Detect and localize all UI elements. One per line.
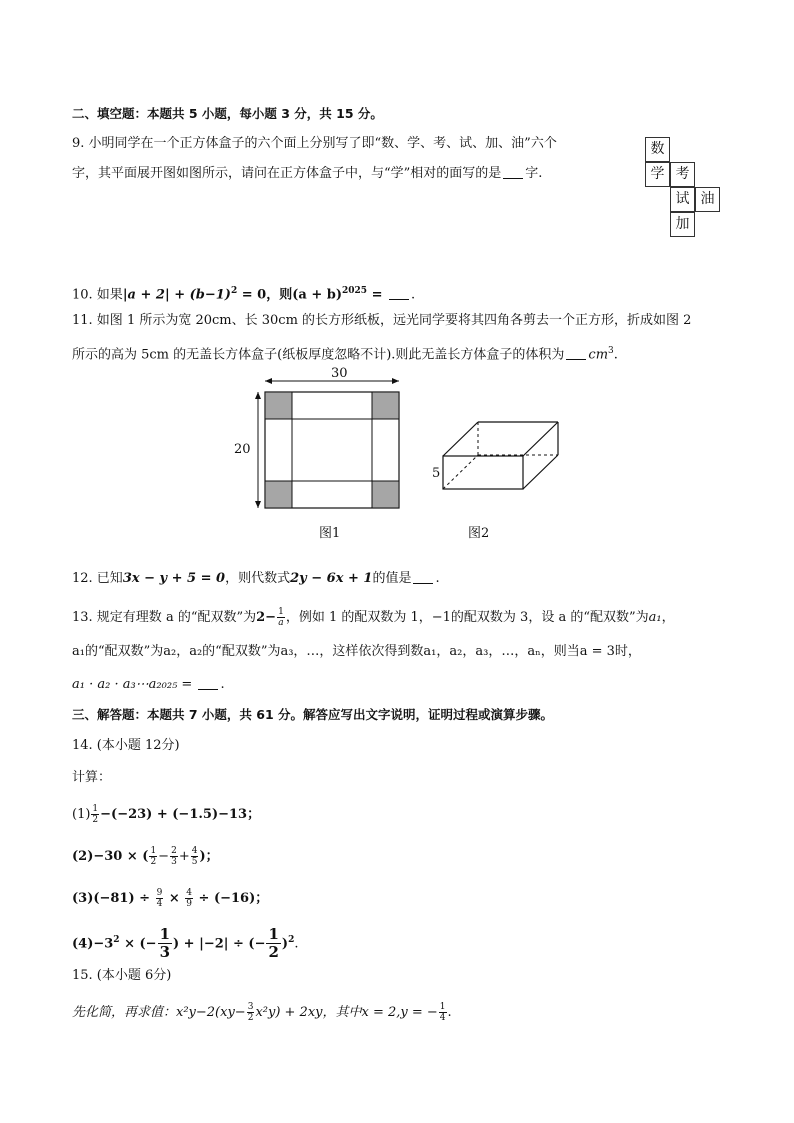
net-cell-shu: 数 — [645, 137, 670, 162]
q10-exp: 2 — [230, 286, 238, 296]
plus-sign: + — [178, 849, 190, 864]
fraction-denominator: 2 — [92, 815, 99, 825]
fraction-numerator: 1 — [268, 925, 279, 944]
answer-blank — [198, 675, 218, 690]
section3-heading: 三、解答题：本题共 7 小题，共 61 分。解答应写出文字说明，证明过程或演算步骤。 — [72, 707, 554, 722]
fraction-denominator: 3 — [159, 943, 170, 962]
q13-end: . — [220, 677, 225, 692]
exponent: 2 — [288, 935, 295, 945]
q13-comma: ， — [661, 610, 675, 625]
fraction — [185, 888, 193, 909]
fraction-denominator: a — [278, 618, 284, 628]
fraction — [170, 846, 178, 867]
times-sign: × — [164, 891, 185, 906]
corner-square-bl — [265, 481, 292, 508]
part4-expr-a: (4)−3 — [72, 936, 114, 952]
answer-blank — [389, 285, 409, 300]
q13-product: a₁ · a₂ · a₃⋯a₂₀₂₅ = — [72, 677, 197, 692]
q11-unit: cm — [588, 347, 609, 363]
q14-intro: 计算： — [72, 770, 112, 785]
fraction-denominator: 2 — [268, 943, 279, 962]
part4-end: . — [294, 936, 299, 952]
fraction-denominator: 2 — [150, 857, 157, 867]
arrow-right-icon — [392, 378, 399, 384]
fraction-denominator: 5 — [191, 857, 198, 867]
answer-blank — [503, 164, 523, 179]
q13-text: 13. 规定有理数 a 的“配双数”为 — [72, 610, 257, 625]
q12-expression: 2y − 6x + 1 — [290, 571, 373, 586]
q15-expr-a: 先化简，再求值：x²y−2(xy− — [72, 1005, 246, 1020]
fraction-numerator: 1 — [150, 846, 157, 856]
hidden-edge — [443, 455, 478, 489]
fraction — [156, 888, 164, 909]
q13-fraction — [277, 607, 285, 628]
box-edge — [523, 422, 558, 456]
answer-blank — [566, 345, 586, 360]
fraction-numerator: 1 — [92, 804, 99, 814]
q10-eq: = 0，则(a + b) — [237, 287, 342, 303]
q13-text2: ，例如 1 的配双数为 1，−1的配双数为 3，设 a 的“配双数”为 — [285, 610, 649, 625]
q15-end: . — [447, 1005, 452, 1020]
q11-unit-exp: 3 — [608, 346, 614, 356]
fraction-numerator: 1 — [159, 925, 170, 944]
q14-part1 — [72, 804, 260, 825]
box-front-face — [443, 456, 523, 489]
q13-two: 2− — [256, 610, 277, 625]
net-cell-jia: 加 — [670, 212, 695, 237]
q14-part2 — [72, 846, 219, 867]
q11-line2 — [72, 341, 618, 365]
q11-end: . — [613, 347, 618, 363]
q11-text: 所示的高为 5cm 的无盖长方体盒子(纸板厚度忽略不计).则此无盖长方体盒子的体积为 — [72, 347, 565, 363]
fraction — [191, 846, 199, 867]
net-cell-xue: 学 — [645, 162, 670, 187]
q12-prefix: 12. 已知 — [72, 571, 123, 586]
fraction-numerator: 1 — [278, 607, 284, 617]
fraction — [91, 804, 99, 825]
part1-expr: −(−23) + (−1.5)−13； — [100, 807, 261, 822]
answer-blank — [413, 569, 433, 584]
box-edge — [523, 455, 558, 489]
section2-heading: 二、填空题：本题共 5 小题，每小题 3 分，共 15 分。 — [72, 106, 383, 121]
figure2-diagram — [438, 418, 563, 498]
q14-part3 — [72, 888, 268, 909]
net-cell-kao: 考 — [670, 162, 695, 187]
large-fraction — [158, 926, 172, 961]
part4-expr-d: ) — [281, 936, 289, 952]
q14-title: 14. (本小题 12分) — [72, 738, 180, 753]
q14-part4 — [72, 926, 298, 961]
fraction — [247, 1002, 255, 1023]
q10-expr: |a + 2| + (b−1) — [122, 287, 231, 303]
fig1-width-label: 30 — [331, 366, 348, 381]
corner-square-tl — [265, 392, 292, 419]
exponent: 2 — [113, 935, 120, 945]
q15-title: 15. (本小题 6分) — [72, 968, 172, 983]
part3-expr-b: ÷ (−16)； — [194, 891, 269, 906]
arrow-up-icon — [255, 392, 261, 399]
q12-equation: 3x − y + 5 = 0 — [122, 571, 226, 586]
q15-line — [72, 1002, 452, 1023]
fraction-denominator: 9 — [186, 899, 192, 909]
q10-tail: = — [367, 287, 387, 303]
q13-a1: a₁ — [648, 610, 662, 625]
q13-line1 — [72, 607, 675, 628]
arrow-left-icon — [265, 378, 272, 384]
fraction-denominator: 4 — [439, 1013, 446, 1023]
part2-expr-a: (2)−30 × ( — [72, 849, 149, 864]
net-cell-shi: 试 — [670, 187, 695, 212]
fraction-denominator: 4 — [156, 899, 163, 909]
fig2-height-label: 5 — [432, 466, 441, 481]
q9-line2 — [72, 164, 542, 184]
q12-mid: ，则代数式 — [225, 571, 291, 586]
corner-square-tr — [372, 392, 399, 419]
q12-line — [72, 569, 440, 589]
figure1-diagram — [250, 368, 410, 518]
part-label: (1) — [72, 807, 91, 822]
q9-text-end: 字. — [525, 166, 543, 181]
arrow-down-icon — [255, 501, 261, 508]
fraction-numerator: 4 — [191, 846, 198, 856]
q13-line2: a₁的“配双数”为a₂，a₂的“配双数”为a₃，…，这样依次得到数a₁，a₂，a₃，…，aₙ，则当a = 3时， — [72, 644, 641, 659]
q10-prefix: 10. 如果 — [72, 287, 123, 303]
q9-text: 字，其平面展开图如图所示，请问在正方体盒子中，与“学”相对的面写的是 — [72, 166, 502, 181]
fraction-denominator: 2 — [247, 1013, 254, 1023]
q11-line1: 11. 如图 1 所示为宽 20cm、长 30cm 的长方形纸板，远光同学要将其四角各剪去一个正方形，折成如图 2 — [72, 313, 692, 328]
part3-expr-a: (3)(−81) ÷ — [72, 891, 155, 906]
fraction-numerator: 2 — [171, 846, 177, 856]
fraction-numerator: 9 — [156, 888, 163, 898]
part2-expr-b: )； — [199, 849, 219, 864]
q10-end: . — [411, 287, 416, 303]
fraction — [149, 846, 157, 867]
box-edge — [443, 422, 478, 456]
fig1-caption: 图1 — [319, 526, 341, 541]
fraction-numerator: 4 — [186, 888, 192, 898]
corner-square-br — [372, 481, 399, 508]
part4-expr-c: ) + |−2| ÷ (− — [173, 936, 266, 952]
fraction-numerator: 3 — [247, 1002, 254, 1012]
fig2-caption: 图2 — [468, 526, 490, 541]
part4-expr-b: × (− — [119, 936, 157, 952]
fraction-numerator: 1 — [439, 1002, 446, 1012]
large-fraction — [266, 926, 280, 961]
q13-line3 — [72, 675, 225, 695]
q12-end: . — [435, 571, 440, 586]
q10-line — [72, 281, 415, 305]
q10-exp2: 2025 — [341, 286, 368, 296]
fig1-height-label: 20 — [234, 442, 251, 457]
fraction — [439, 1002, 447, 1023]
fraction-denominator: 3 — [171, 857, 177, 867]
minus-sign: − — [158, 849, 170, 864]
q12-tail: 的值是 — [372, 571, 412, 586]
q9-line1: 9. 小明同学在一个正方体盒子的六个面上分别写了即“数、学、考、试、加、油”六个 — [72, 136, 557, 151]
q15-expr-b: x²y) + 2xy，其中x = 2,y = − — [255, 1005, 438, 1020]
net-cell-you: 油 — [695, 187, 720, 212]
